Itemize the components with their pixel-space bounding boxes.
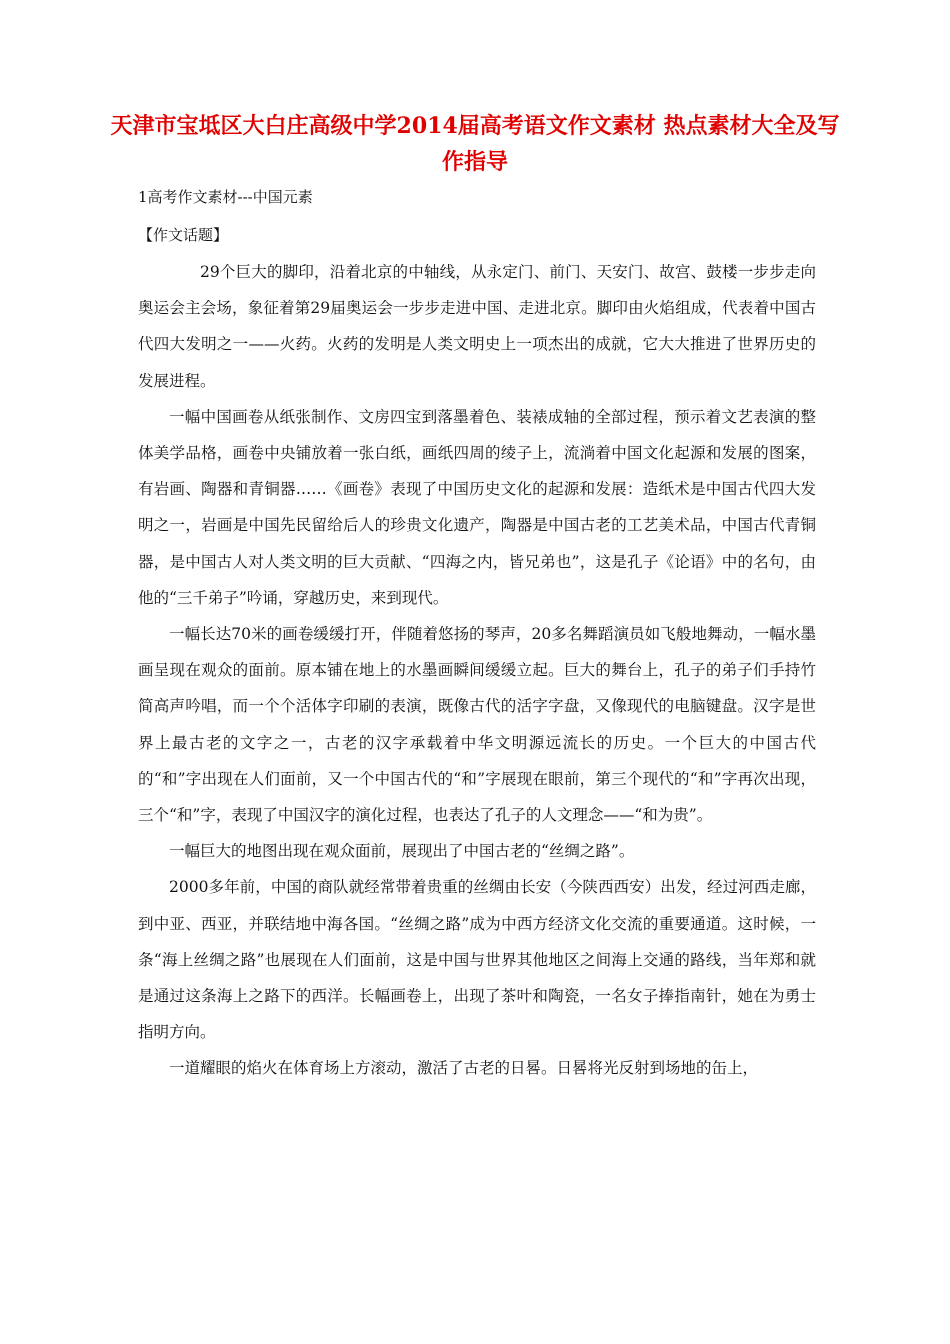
paragraph-sundial: 一道耀眼的焰火在体育场上方滚动，激活了古老的日晷。日晷将光反射到场地的缶上， [169,1059,759,1078]
paragraph-silk-road: 2000多年前，中国的商队就经常带着贵重的丝绸由长安（今陕西西安）出发，经过河西走廊，到中亚、西亚，并联结地中海各国。“丝绸之路”成为中西方经济文化交流的重要通道。这时候，一条“海上丝绸之路”也展现在人们面前，这是中国与世界其他地区之间海上交通的路线，当年郑和就是通过这条海上之路下的西洋。长幅画卷上，出现了茶叶和陶瓷，一名女子捧指南针，她在为勇士指明方向。 [138,878,816,1042]
topic-label: 【作文话题】 [138,226,229,244]
document-body [138,254,816,1087]
paragraph-footprints: 29个巨大的脚印，沿着北京的中轴线，从永定门、前门、天安门、故宫、鼓楼一步步走向奥运会主会场，象征着第29届奥运会一步步走进中国、走进北京。脚印由火焰组成，代表着中国古代四大发明之一——火药。火药的发明是人类文明史上一项杰出的成就，它大大推进了世界历史的发展进程。 [138,263,816,390]
document-title: 天津市宝坻区大白庄高级中学2014届高考语文作文素材 热点素材大全及写作指导 [110,113,840,175]
section-title: 1高考作文素材---中国元素 [138,188,313,206]
paragraph-scroll-painting: 一幅中国画卷从纸张制作、文房四宝到落墨着色、装裱成轴的全部过程，预示着文艺表演的整体美学品格，画卷中央铺放着一张白纸，画纸四周的绫子上，流淌着中国文化起源和发展的图案，有岩画、陶器和青铜器……《画卷》表现了中国历史文化的起源和发展：造纸术是中国古代四大发明之一，岩画是中国先民留给后人的珍贵文化遗产，陶器是中国古老的工艺美术品，中国古代青铜器，是中国古人对人类文明的巨大贡献、“四海之内，皆兄弟也”，这是孔子《论语》中的名句，由他的“三千弟子”吟诵，穿越历史，来到现代。 [138,407,816,607]
paragraph-ink-painting: 一幅长达70米的画卷缓缓打开，伴随着悠扬的琴声，20多名舞蹈演员如飞般地舞动，一幅水墨画呈现在观众的面前。原本铺在地上的水墨画瞬间缓缓立起。巨大的舞台上，孔子的弟子们手持竹简高声吟唱，而一个个活体字印刷的表演，既像古代的活字字盘，又像现代的电脑键盘。汉字是世界上最古老的文字之一，古老的汉字承载着中华文明源远流长的历史。一个巨大的中国古代的“和”字出现在人们面前，又一个中国古代的“和”字展现在眼前，第三个现代的“和”字再次出现，三个“和”字，表现了中国汉字的演化过程，也表达了孔子的人文理念——“和为贵”。 [138,625,816,825]
paragraph-silk-road-map: 一幅巨大的地图出现在观众面前，展现出了中国古老的“丝绸之路”。 [169,842,635,861]
